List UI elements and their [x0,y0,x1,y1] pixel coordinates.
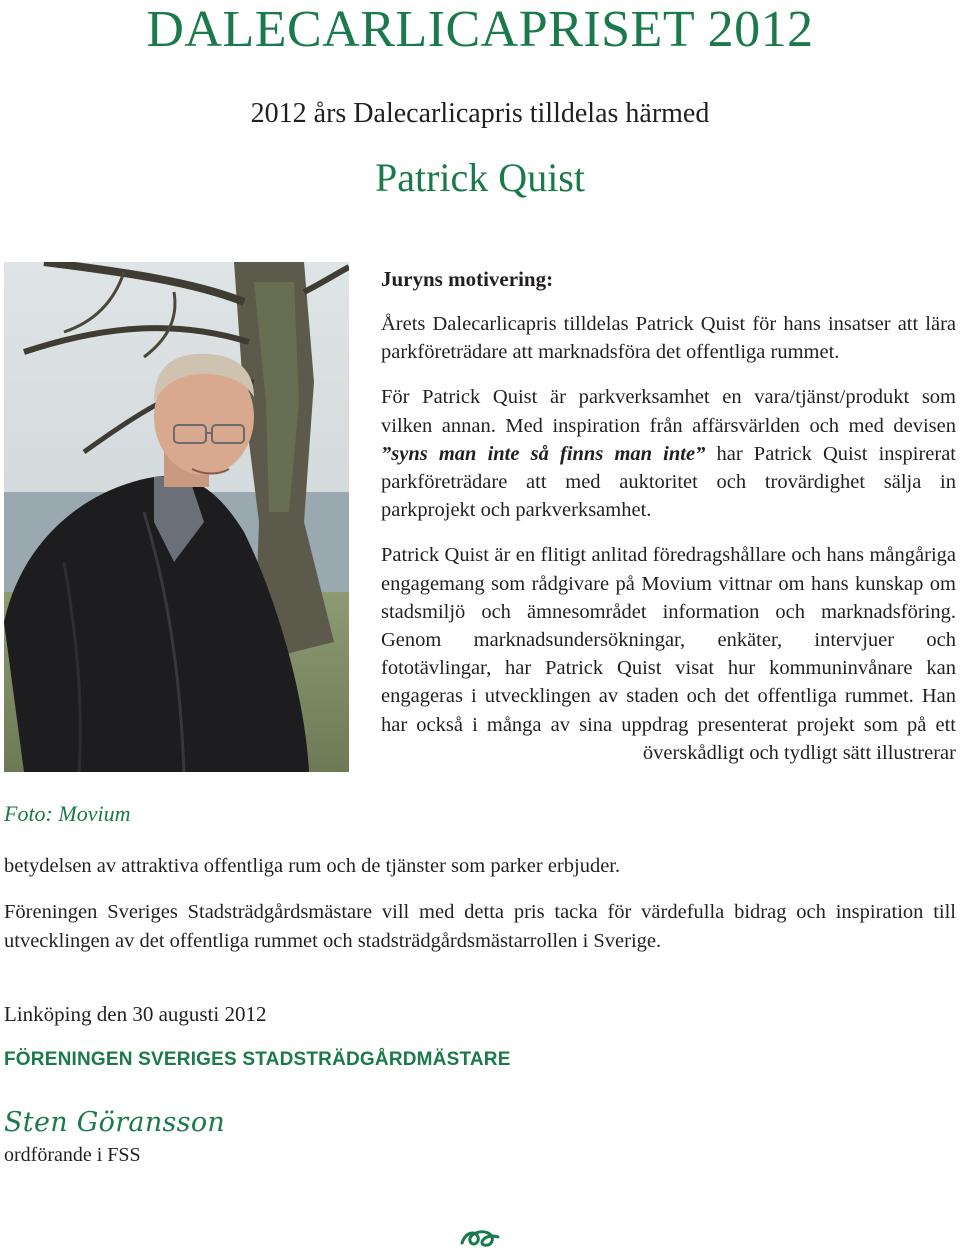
recipient-name: Patrick Quist [375,155,585,200]
photo-credit: Foto: Movium [4,801,131,826]
jury-motivation [381,265,956,767]
signer-title: ordförande i FSS [4,1144,141,1166]
motivation-p2-text: För Patrick Quist är parkverksamhet en vara/tjänst/produkt som vilken annan. Med inspiration från affärsvärlden och med devisen [381,386,956,437]
motivation-paragraph-3: Patrick Quist är en flitigt anlitad föredragshållare och hans mångåriga engagemang som rådgivare på Movium vittnar om hans kunskap om stadsmiljö och ämnesområdet information och marknadsföring. Genom marknadsundersökningar, enkäter, intervjuer och fototävlingar, har Patrick Quist visat hur kommuninvånare kan engageras i utvecklingen av staden och det offentliga rummet. Han har också i många av sina uppdrag presenterat projekt som på ett överskådligt och tydligt sätt illustrerar [381,544,956,764]
motivation-paragraph-3-end: betydelsen av attraktiva offentliga rum och de tjänster som parker erbjuder. [4,855,621,877]
flourish-ornament-icon [458,1225,502,1251]
portrait-photo [4,262,349,772]
motivation-heading: Juryns motivering: [381,267,554,291]
organization-name: FÖRENINGEN SVERIGES STADSTRÄDGÅRDMÄSTARE [4,1049,511,1070]
thanks-paragraph: Föreningen Sveriges Stadsträdgårdsmästare vill med detta pris tacka för värdefulla bidrag och inspiration till utvecklingen av det offentliga rummet och stadsträdgårdsmästarrollen i Sverige. [4,901,956,952]
motivation-p2-text-end: har Patrick Quist inspirerat parkföreträdare att med auktoritet och trovärdighet sälja in parkprojekt och parkverksamhet. [381,442,956,522]
signature: Sten Göransson [4,1107,226,1138]
page-title: DALECARLICAPRISET 2012 [146,1,814,58]
place-and-date: Linköping den 30 augusti 2012 [4,1002,267,1026]
motivation-paragraph-2 [381,383,956,524]
motivation-paragraph-1: Årets Dalecarlicapris tilldelas Patrick Quist för hans insatser att lära parkföreträdare att marknadsföra det offentliga rummet. [381,313,956,364]
motto-quote: ”syns man inte så finns man inte” [381,442,706,465]
award-subtitle: 2012 års Dalecarlicapris tilldelas härmed [250,98,710,129]
